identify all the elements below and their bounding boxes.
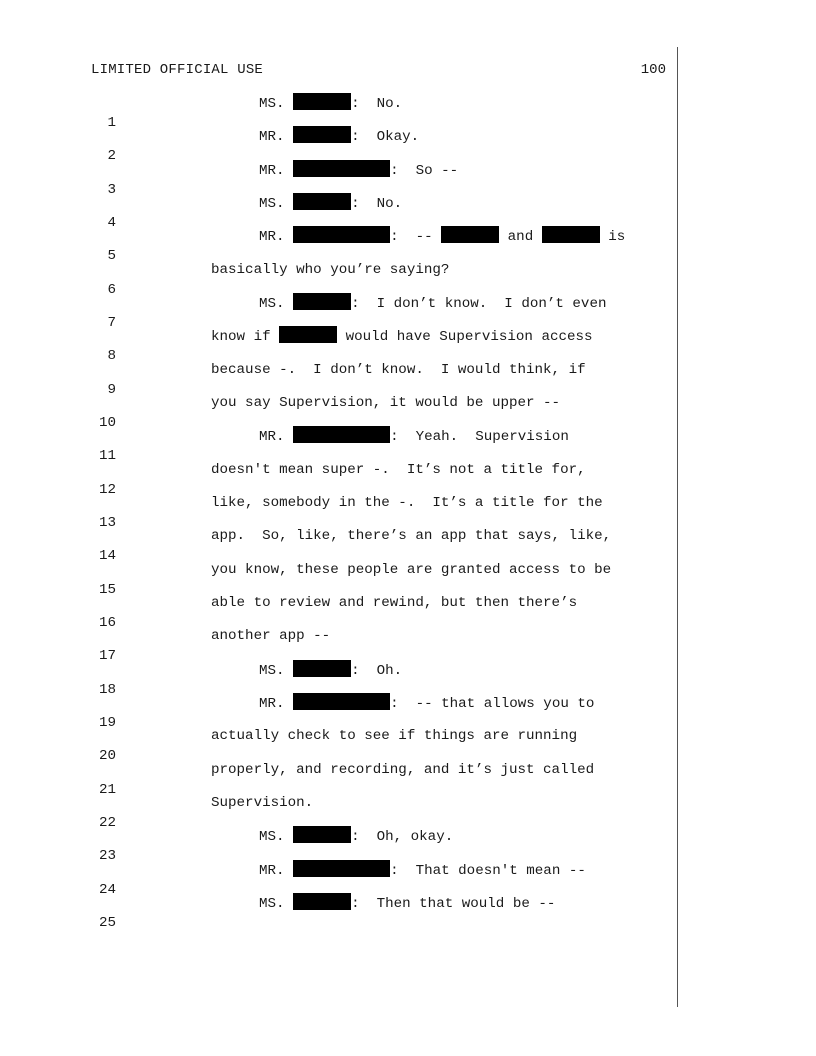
transcript-line bbox=[0, 93, 677, 131]
line-text bbox=[259, 126, 419, 147]
line-number: 16 bbox=[98, 615, 116, 631]
line-text: actually check to see if things are running bbox=[211, 728, 578, 744]
transcript-line bbox=[0, 226, 677, 264]
speaker-title: MR. bbox=[259, 863, 294, 879]
right-margin-rule bbox=[677, 47, 678, 1007]
line-number: 5 bbox=[107, 248, 116, 264]
line-text: app. So, like, there’s an app that says, like, bbox=[211, 528, 612, 544]
line-number: 19 bbox=[98, 715, 116, 731]
redaction-bar bbox=[542, 226, 600, 243]
transcript-line bbox=[0, 493, 677, 531]
speaker-title: MS. bbox=[259, 196, 294, 212]
redaction-bar bbox=[293, 893, 351, 910]
speech-text: : No. bbox=[351, 196, 403, 212]
speech-text: : No. bbox=[351, 96, 403, 112]
transcript-line bbox=[0, 860, 677, 898]
speaker-title: MR. bbox=[259, 129, 294, 145]
speaker-title: MR. bbox=[259, 163, 294, 179]
speaker-title: MS. bbox=[259, 96, 294, 112]
redaction-bar bbox=[293, 160, 390, 177]
page-number: 100 bbox=[640, 62, 666, 78]
line-number: 22 bbox=[98, 815, 116, 831]
speaker-title: MR. bbox=[259, 696, 294, 712]
speech-text: : Yeah. Supervision bbox=[390, 429, 569, 445]
speech-text: : Oh, okay. bbox=[351, 829, 454, 845]
line-number: 23 bbox=[98, 848, 116, 864]
speaker-title: MS. bbox=[259, 896, 294, 912]
speech-text: is bbox=[599, 229, 626, 245]
redaction-bar bbox=[293, 126, 351, 143]
line-text bbox=[259, 426, 569, 447]
transcript-line bbox=[0, 293, 677, 331]
transcript-line bbox=[0, 760, 677, 798]
transcript-line bbox=[0, 426, 677, 464]
line-text bbox=[259, 826, 453, 847]
line-text bbox=[259, 860, 586, 881]
line-number: 24 bbox=[98, 882, 116, 898]
speech-text: : -- that allows you to bbox=[390, 696, 595, 712]
line-number: 20 bbox=[98, 748, 116, 764]
line-number: 12 bbox=[98, 482, 116, 498]
line-number: 2 bbox=[107, 148, 116, 164]
transcript-line bbox=[0, 593, 677, 631]
transcript-line bbox=[0, 726, 677, 764]
line-text: Supervision. bbox=[211, 795, 314, 811]
line-text: doesn't mean super -. It’s not a title for, bbox=[211, 462, 586, 478]
redaction-bar bbox=[293, 426, 390, 443]
transcript-line bbox=[0, 626, 677, 664]
line-number: 7 bbox=[107, 315, 116, 331]
line-text bbox=[259, 293, 606, 314]
transcript-line bbox=[0, 126, 677, 164]
transcript-line bbox=[0, 160, 677, 198]
speaker-title: MR. bbox=[259, 229, 294, 245]
redaction-bar bbox=[293, 693, 390, 710]
transcript-line bbox=[0, 526, 677, 564]
transcript-line bbox=[0, 793, 677, 831]
transcript-line bbox=[0, 460, 677, 498]
transcript-line bbox=[0, 260, 677, 298]
line-number: 11 bbox=[98, 448, 116, 464]
line-text: you know, these people are granted access to be bbox=[211, 562, 612, 578]
line-number: 1 bbox=[107, 115, 116, 131]
redaction-bar bbox=[293, 826, 351, 843]
redaction-bar bbox=[279, 326, 337, 343]
line-number: 6 bbox=[107, 282, 116, 298]
line-text: because -. I don’t know. I would think, if bbox=[211, 362, 586, 378]
transcript-line bbox=[0, 693, 677, 731]
line-text bbox=[259, 660, 402, 681]
transcript-line bbox=[0, 393, 677, 431]
speech-text: : That doesn't mean -- bbox=[390, 863, 586, 879]
line-number: 25 bbox=[98, 915, 116, 931]
speaker-title: MR. bbox=[259, 429, 294, 445]
line-text bbox=[259, 93, 402, 114]
redaction-bar bbox=[293, 293, 351, 310]
line-number: 9 bbox=[107, 382, 116, 398]
line-text bbox=[259, 693, 594, 714]
redaction-bar bbox=[293, 193, 351, 210]
line-text bbox=[259, 160, 458, 181]
speech-text: and bbox=[499, 229, 542, 245]
line-text: you say Supervision, it would be upper -- bbox=[211, 395, 561, 411]
speaker-title: MS. bbox=[259, 663, 294, 679]
speech-text: would have Supervision access bbox=[337, 329, 593, 345]
speech-text: : Okay. bbox=[351, 129, 420, 145]
speech-text: : I don’t know. I don’t even bbox=[351, 296, 607, 312]
line-text: another app -- bbox=[211, 628, 331, 644]
transcript-line bbox=[0, 360, 677, 398]
speaker-title: MS. bbox=[259, 296, 294, 312]
speech-text: : Then that would be -- bbox=[351, 896, 556, 912]
line-text: properly, and recording, and it’s just called bbox=[211, 762, 595, 778]
line-number: 8 bbox=[107, 348, 116, 364]
speech-text: : Oh. bbox=[351, 663, 403, 679]
line-number: 18 bbox=[98, 682, 116, 698]
redaction-bar bbox=[293, 860, 390, 877]
speech-text: : So -- bbox=[390, 163, 459, 179]
line-number: 15 bbox=[98, 582, 116, 598]
line-number: 13 bbox=[98, 515, 116, 531]
line-number: 21 bbox=[98, 782, 116, 798]
redaction-bar bbox=[293, 226, 390, 243]
transcript-line bbox=[0, 326, 677, 364]
line-text bbox=[259, 893, 555, 914]
redaction-bar bbox=[293, 93, 351, 110]
transcript-line bbox=[0, 893, 677, 931]
redaction-bar bbox=[293, 660, 351, 677]
transcript-line bbox=[0, 560, 677, 598]
line-text: able to review and rewind, but then there’s bbox=[211, 595, 578, 611]
transcript-line bbox=[0, 660, 677, 698]
line-number: 10 bbox=[98, 415, 116, 431]
line-number: 4 bbox=[107, 215, 116, 231]
line-text bbox=[259, 193, 402, 214]
speech-text: : -- bbox=[390, 229, 442, 245]
speaker-title: MS. bbox=[259, 829, 294, 845]
line-text: basically who you’re saying? bbox=[211, 262, 450, 278]
line-number: 3 bbox=[107, 182, 116, 198]
speech-text: know if bbox=[211, 329, 280, 345]
line-number: 17 bbox=[98, 648, 116, 664]
redaction-bar bbox=[441, 226, 499, 243]
transcript-line bbox=[0, 826, 677, 864]
line-number: 14 bbox=[98, 548, 116, 564]
transcript-line bbox=[0, 193, 677, 231]
line-text: like, somebody in the -. It’s a title for the bbox=[211, 495, 603, 511]
line-text bbox=[211, 326, 593, 347]
line-text bbox=[259, 226, 625, 247]
classification-header: LIMITED OFFICIAL USE bbox=[91, 62, 264, 78]
